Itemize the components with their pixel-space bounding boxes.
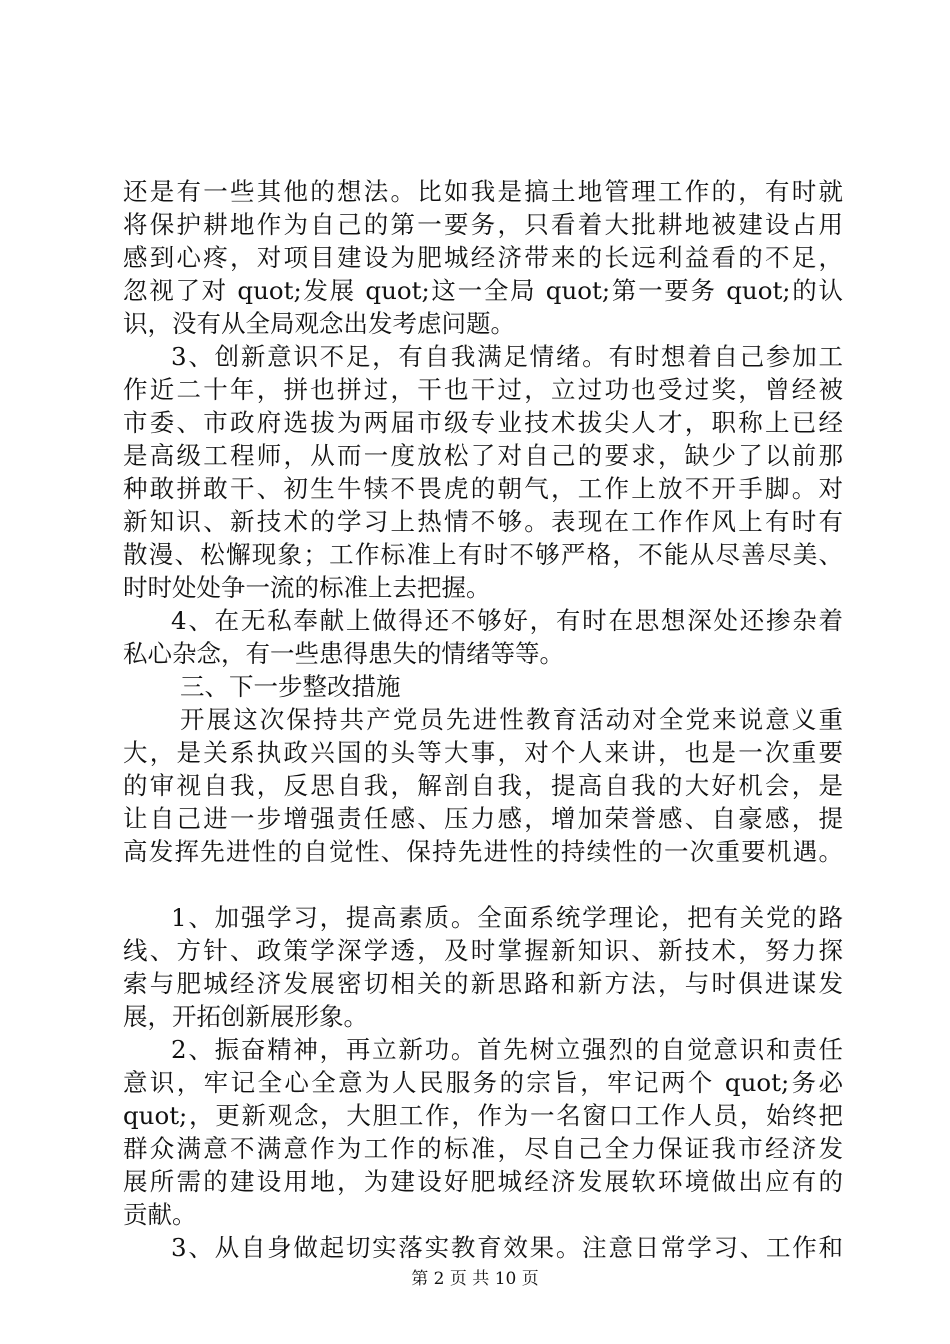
- text-line-12: 散漫、松懈现象；工作标准上有时不够严格，不能从尽善尽美、: [123, 540, 843, 569]
- text-line-31: 贡献。: [123, 1200, 197, 1229]
- text-line-23: 线、方针、政策学深学透，及时掌握新知识、新技术，努力探: [123, 936, 843, 965]
- text-line-7: 作近二十年，拼也拼过，干也干过，立过功也受过奖，曾经被: [123, 375, 843, 404]
- text-line-5: 识，没有从全局观念出发考虑问题。: [123, 309, 515, 338]
- text-line-6: 3、创新意识不足，有自我满足情绪。有时想着自己参加工: [171, 342, 843, 371]
- text-line-1: 还是有一些其他的想法。比如我是搞土地管理工作的，有时就: [123, 177, 843, 206]
- text-line-32: 3、从自身做起切实落实教育效果。注意日常学习、工作和: [171, 1233, 843, 1262]
- text-line-17: 开展这次保持共产党员先进性教育活动对全党来说意义重: [180, 705, 843, 734]
- text-line-10: 种敢拼敢干、初生牛犊不畏虎的朝气，工作上放不开手脚。对: [123, 474, 843, 503]
- text-line-4: 忽视了对 quot;发展 quot;这一全局 quot;第一要务 quot;的认: [123, 276, 843, 305]
- text-line-25: 展，开拓创新展形象。: [123, 1002, 368, 1031]
- page-number-footer: 第 2 页 共 10 页: [411, 1269, 539, 1289]
- text-line-3: 感到心疼，对项目建设为肥城经济带来的长远利益看的不足，: [123, 243, 843, 272]
- text-line-8: 市委、市政府选拔为两届市级专业技术拔尖人才，职称上已经: [123, 408, 843, 437]
- text-line-18: 大，是关系执政兴国的头等大事，对个人来讲，也是一次重要: [123, 738, 843, 767]
- text-line-27: 意识，牢记全心全意为人民服务的宗旨，牢记两个 quot;务必: [123, 1068, 843, 1097]
- text-line-22: 1、加强学习，提高素质。全面系统学理论，把有关党的路: [171, 903, 843, 932]
- section-heading: 三、下一步整改措施: [180, 672, 401, 701]
- text-line-9: 是高级工程师，从而一度放松了对自己的要求，缺少了以前那: [123, 441, 843, 470]
- text-line-30: 展所需的建设用地，为建设好肥城经济发展软环境做出应有的: [123, 1167, 843, 1196]
- text-line-19: 的审视自我，反思自我，解剖自我，提高自我的大好机会，是: [123, 771, 843, 800]
- text-line-2: 将保护耕地作为自己的第一要务，只看着大批耕地被建设占用: [123, 210, 843, 239]
- text-line-21: 高发挥先进性的自觉性、保持先进性的持续性的一次重要机遇。: [123, 837, 843, 866]
- text-line-24: 索与肥城经济发展密切相关的新思路和新方法，与时俱进谋发: [123, 969, 843, 998]
- text-line-11: 新知识、新技术的学习上热情不够。表现在工作作风上有时有: [123, 507, 843, 536]
- text-line-28: quot;，更新观念，大胆工作，作为一名窗口工作人员，始终把: [123, 1101, 843, 1130]
- text-line-29: 群众满意不满意作为工作的标准，尽自己全力保证我市经济发: [123, 1134, 843, 1163]
- text-line-13: 时时处处争一流的标准上去把握。: [123, 573, 491, 602]
- text-line-14: 4、在无私奉献上做得还不够好，有时在思想深处还掺杂着: [171, 606, 843, 635]
- text-line-15: 私心杂念，有一些患得患失的情绪等等。: [123, 639, 564, 668]
- text-line-26: 2、振奋精神，再立新功。首先树立强烈的自觉意识和责任: [171, 1035, 843, 1064]
- text-line-20: 让自己进一步增强责任感、压力感，增加荣誉感、自豪感，提: [123, 804, 843, 833]
